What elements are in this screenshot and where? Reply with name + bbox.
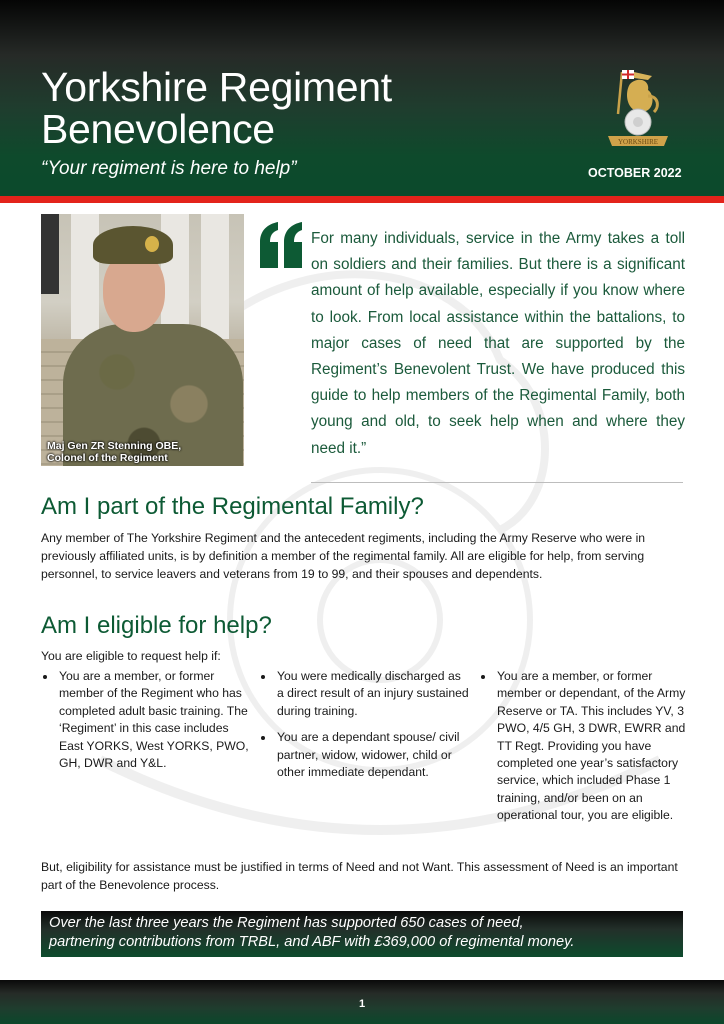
eligibility-intro: You are eligible to request help if: [41,649,221,663]
beret [93,226,173,264]
colonel-photo [41,214,244,466]
eligibility-list-column-3 [479,668,689,834]
title-line-1: Yorkshire Regiment [41,64,392,110]
title-line-2: Benevolence [41,106,275,152]
bullet-icon [261,736,265,740]
bullet-icon [481,675,485,679]
document-title [41,66,392,150]
regiment-crest-icon [604,66,672,156]
list-item: You were medically discharged as a direct result of an injury sustained during training. [259,668,469,720]
bullet-icon [43,675,47,679]
regimental-family-body: Any member of The Yorkshire Regiment and the antecedent regiments, including the Army Reserve who were in previously affiliated units, is by definition a member of the regimental family. All are eligible for help, from serving personnel, to service leavers and veterans from 19 to 99, and their spouses and dependents. [41,531,646,582]
bullet-icon [261,675,265,679]
face [103,252,165,332]
issue-date: OCTOBER 2022 [588,166,682,180]
heading-regimental-family: Am I part of the Regimental Family? [41,493,424,520]
eligibility-list-column-2 [259,668,469,790]
stat-line-1: Over the last three years the Regiment has supported 650 cases of need, [49,915,524,931]
crest-label: YORKSHIRE [617,138,659,146]
colonel-quote: For many individuals, service in the Army takes a toll on soldiers and their families. But there is a significant amount of help available, especially if you know where to look. From local assistance within the battalions, to major cases of need that are supported by the Regiment’s Benevolent Trust. We have produced this guide to help members of the Regimental Family, both young and old, to seek help when and where they need it.” [311,230,685,457]
list-item: You are a member, or former member of the Regiment who has completed adult basic training. The ‘Regiment’ in this case includes East YORKS, West YORKS, PWO, GH, DWR and Y&L. [41,668,249,772]
list-item: You are a dependant spouse/ civil partner, widow, widower, child or other immediate dependant. [259,729,469,781]
statistics-callout [41,911,683,957]
page-number: 1 [358,998,366,1010]
tagline: “Your regiment is here to help” [41,158,297,179]
quote-mark-icon [258,222,304,268]
stat-line-2: partnering contributions from TRBL, and ABF with £369,000 of regimental money. [49,934,575,950]
heading-eligibility: Am I eligible for help? [41,612,272,639]
page-footer [0,980,724,1024]
eligibility-closing: But, eligibility for assistance must be justified in terms of Need and not Want. This assessment of Need is an important part of the Benevolence process. [41,860,678,893]
eligibility-list-column-1 [41,668,249,781]
list-item: You are a member, or former member or dependant, of the Army Reserve or TA. This includes YV, 3 PWO, 4/5 GH, 3 DWR, EWRR and TT Regt. Providing you have completed one year’s satisfactory service, which included Phase 1 training, and/or been on an operational tour, you are eligible. [479,668,689,825]
cap-badge-icon [145,236,159,252]
divider [311,482,683,483]
page-header [0,0,724,196]
photo-caption: Maj Gen ZR Stenning OBE, Colonel of the Regiment [47,440,182,464]
